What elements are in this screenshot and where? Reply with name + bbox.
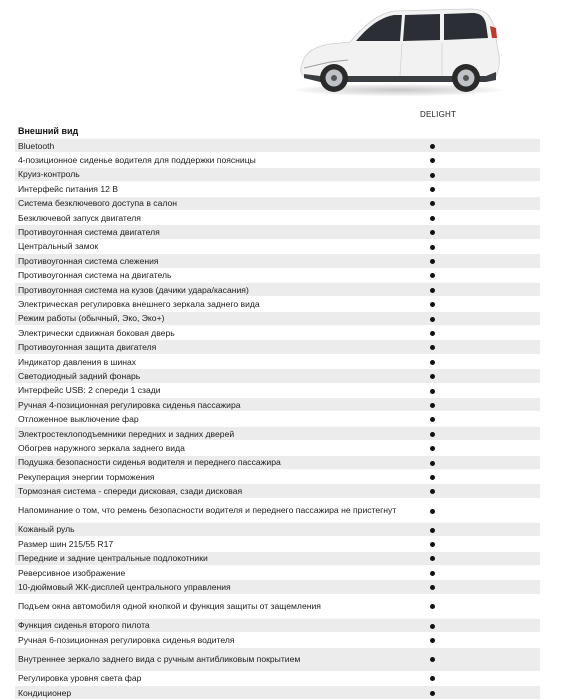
feature-label: Противоугонная система слежения: [15, 254, 427, 268]
feature-row: [15, 398, 540, 412]
feature-row: [15, 685, 540, 699]
filled-dot-icon: [430, 187, 435, 192]
feature-row: [15, 153, 540, 167]
filled-dot-icon: [430, 201, 435, 206]
filled-dot-icon: [430, 144, 435, 149]
feature-availability-cell: [427, 633, 540, 647]
feature-row: [15, 239, 540, 253]
feature-row: [15, 565, 540, 579]
feature-availability-cell: [427, 383, 540, 397]
feature-table: [15, 124, 540, 700]
minivan-illustration: [290, 2, 505, 97]
filled-dot-icon: [430, 676, 435, 681]
feature-row: [15, 139, 540, 153]
filled-dot-icon: [430, 173, 435, 178]
feature-label: 4-позиционное сиденье водителя для поддержки поясницы: [15, 153, 427, 167]
filled-dot-icon: [430, 604, 435, 609]
feature-row: [15, 455, 540, 469]
feature-label: Индикатор давления в шинах: [15, 354, 427, 368]
feature-label: Кожаный руль: [15, 522, 427, 536]
feature-label: Ручная 6-позиционная регулировка сиденья водителя: [15, 633, 427, 647]
feature-availability-cell: [427, 340, 540, 354]
filled-dot-icon: [430, 317, 435, 322]
feature-row: [15, 618, 540, 632]
feature-row: [15, 412, 540, 426]
feature-row: [15, 498, 540, 522]
filled-dot-icon: [430, 509, 435, 514]
feature-label: Реверсивное изображение: [15, 565, 427, 579]
feature-availability-cell: [427, 268, 540, 282]
feature-availability-cell: [427, 369, 540, 383]
feature-row: [15, 580, 540, 594]
feature-row: [15, 522, 540, 536]
filled-dot-icon: [430, 432, 435, 437]
filled-dot-icon: [430, 624, 435, 629]
car-image: [290, 2, 505, 102]
feature-label: Безключевой запуск двигателя: [15, 210, 427, 224]
feature-row: [15, 647, 540, 671]
feature-availability-cell: [427, 196, 540, 210]
filled-dot-icon: [430, 403, 435, 408]
feature-label: Режим работы (обычный, Эко, Эко+): [15, 311, 427, 325]
filled-dot-icon: [430, 638, 435, 643]
feature-label: Отложенное выключение фар: [15, 412, 427, 426]
feature-label: Тормозная система - спереди дисковая, сзади дисковая: [15, 484, 427, 498]
feature-row: [15, 383, 540, 397]
feature-row: [15, 354, 540, 368]
filled-dot-icon: [430, 691, 435, 696]
filled-dot-icon: [430, 417, 435, 422]
feature-row: [15, 311, 540, 325]
filled-dot-icon: [430, 489, 435, 494]
feature-row: [15, 268, 540, 282]
filled-dot-icon: [430, 542, 435, 547]
feature-availability-cell: [427, 671, 540, 685]
feature-availability-cell: [427, 647, 540, 671]
filled-dot-icon: [430, 360, 435, 365]
filled-dot-icon: [430, 302, 435, 307]
feature-availability-cell: [427, 412, 540, 426]
feature-label: Электрическая регулировка внешнего зеркала заднего вида: [15, 297, 427, 311]
feature-label: Рекуперация энергии торможения: [15, 469, 427, 483]
filled-dot-icon: [430, 288, 435, 293]
feature-label: Напоминание о том, что ремень безопасности водителя и переднего пассажира не пристегнут: [15, 498, 427, 522]
filled-dot-icon: [430, 657, 435, 662]
feature-label: Светодиодный задний фонарь: [15, 369, 427, 383]
feature-availability-cell: [427, 522, 540, 536]
feature-availability-cell: [427, 594, 540, 618]
feature-row: [15, 254, 540, 268]
feature-row: [15, 469, 540, 483]
section-title: Внешний вид: [15, 124, 540, 139]
feature-availability-cell: [427, 225, 540, 239]
feature-row: [15, 326, 540, 340]
filled-dot-icon: [430, 528, 435, 533]
feature-label: Bluetooth: [15, 139, 427, 153]
filled-dot-icon: [430, 158, 435, 163]
feature-label: 10-дюймовый ЖК-дисплей центрального управления: [15, 580, 427, 594]
feature-availability-cell: [427, 167, 540, 181]
filled-dot-icon: [430, 273, 435, 278]
feature-row: [15, 594, 540, 618]
feature-availability-cell: [427, 455, 540, 469]
feature-row: [15, 537, 540, 551]
feature-row: [15, 426, 540, 440]
feature-label: Обогрев наружного зеркала заднего вида: [15, 441, 427, 455]
feature-label: Противоугонная система двигателя: [15, 225, 427, 239]
feature-availability-cell: [427, 498, 540, 522]
filled-dot-icon: [430, 389, 435, 394]
trim-name: DELIGHT: [420, 110, 457, 119]
feature-row: [15, 633, 540, 647]
filled-dot-icon: [430, 556, 435, 561]
feature-label: Круиз-контроль: [15, 167, 427, 181]
feature-availability-cell: [427, 484, 540, 498]
feature-availability-cell: [427, 239, 540, 253]
filled-dot-icon: [430, 585, 435, 590]
feature-label: Электрически сдвижная боковая дверь: [15, 326, 427, 340]
feature-label: Размер шин 215/55 R17: [15, 537, 427, 551]
feature-row: [15, 182, 540, 196]
feature-label: Передние и задние центральные подлокотники: [15, 551, 427, 565]
feature-label: Подъем окна автомобиля одной кнопкой и функция защиты от защемления: [15, 594, 427, 618]
feature-row: [15, 551, 540, 565]
feature-label: Интерфейс USB: 2 спереди 1 сзади: [15, 383, 427, 397]
feature-label: Кондиционер: [15, 685, 427, 699]
feature-availability-cell: [427, 139, 540, 153]
feature-label: Противоугонная система на двигатель: [15, 268, 427, 282]
feature-row: [15, 225, 540, 239]
feature-label: Центральный замок: [15, 239, 427, 253]
feature-label: Функция сиденья второго пилота: [15, 618, 427, 632]
feature-row: [15, 671, 540, 685]
feature-row: [15, 282, 540, 296]
filled-dot-icon: [430, 475, 435, 480]
feature-availability-cell: [427, 398, 540, 412]
feature-row: [15, 340, 540, 354]
feature-row: [15, 441, 540, 455]
feature-availability-cell: [427, 326, 540, 340]
filled-dot-icon: [430, 230, 435, 235]
feature-availability-cell: [427, 537, 540, 551]
filled-dot-icon: [430, 345, 435, 350]
feature-row: [15, 196, 540, 210]
section-header-row: [15, 124, 540, 139]
feature-availability-cell: [427, 551, 540, 565]
filled-dot-icon: [430, 461, 435, 466]
feature-availability-cell: [427, 282, 540, 296]
feature-label: Подушка безопасности сиденья водителя и переднего пассажира: [15, 455, 427, 469]
filled-dot-icon: [430, 571, 435, 576]
feature-availability-cell: [427, 685, 540, 699]
feature-availability-cell: [427, 580, 540, 594]
feature-label: Ручная 4-позиционная регулировка сиденья пассажира: [15, 398, 427, 412]
feature-row: [15, 167, 540, 181]
feature-availability-cell: [427, 354, 540, 368]
feature-availability-cell: [427, 210, 540, 224]
feature-label: Внутреннее зеркало заднего вида с ручным антибликовым покрытием: [15, 647, 427, 671]
feature-availability-cell: [427, 441, 540, 455]
feature-row: [15, 297, 540, 311]
feature-label: Регулировка уровня света фар: [15, 671, 427, 685]
filled-dot-icon: [430, 446, 435, 451]
feature-availability-cell: [427, 153, 540, 167]
feature-availability-cell: [427, 254, 540, 268]
feature-availability-cell: [427, 469, 540, 483]
feature-availability-cell: [427, 426, 540, 440]
feature-availability-cell: [427, 297, 540, 311]
feature-label: Система безключевого доступа в салон: [15, 196, 427, 210]
feature-row: [15, 484, 540, 498]
feature-availability-cell: [427, 618, 540, 632]
feature-label: Противоугонная защита двигателя: [15, 340, 427, 354]
filled-dot-icon: [430, 374, 435, 379]
filled-dot-icon: [430, 245, 435, 250]
filled-dot-icon: [430, 331, 435, 336]
feature-label: Интерфейс питания 12 В: [15, 182, 427, 196]
feature-label: Противоугонная система на кузов (дачики удара/касания): [15, 282, 427, 296]
feature-row: [15, 210, 540, 224]
filled-dot-icon: [430, 259, 435, 264]
feature-availability-cell: [427, 182, 540, 196]
feature-label: Электростеклоподъемники передних и задних дверей: [15, 426, 427, 440]
feature-availability-cell: [427, 311, 540, 325]
feature-availability-cell: [427, 565, 540, 579]
feature-row: [15, 369, 540, 383]
filled-dot-icon: [430, 216, 435, 221]
